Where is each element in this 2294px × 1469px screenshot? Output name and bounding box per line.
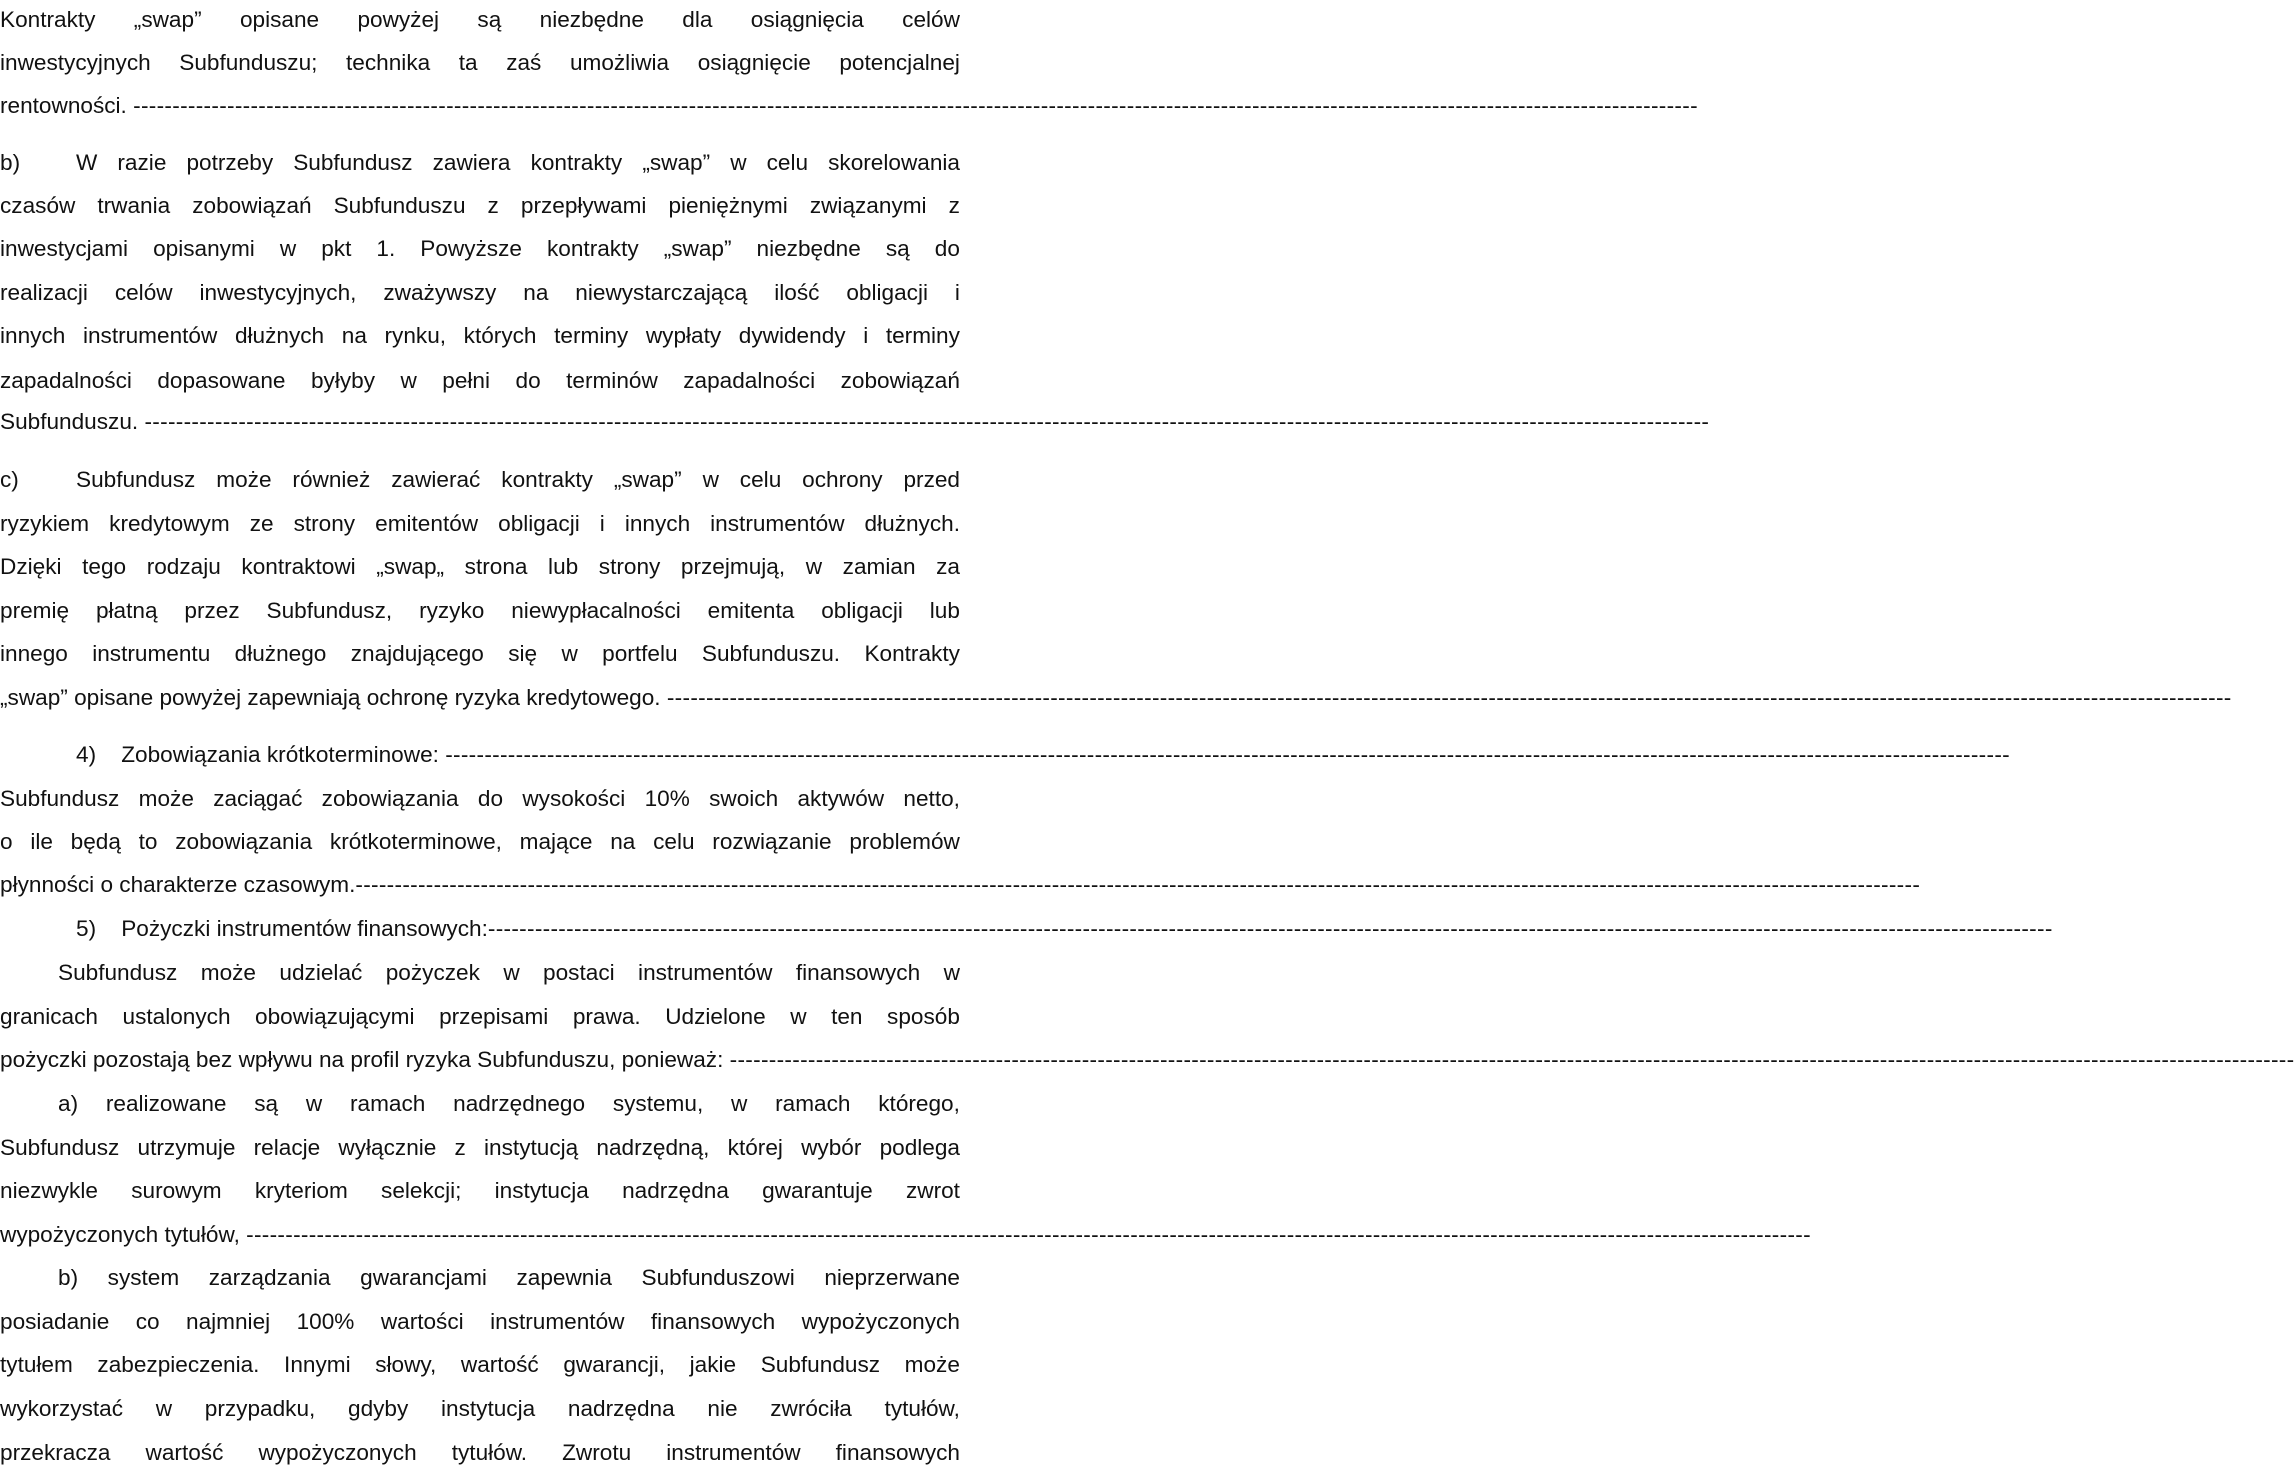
word: wykorzystać	[0, 1396, 124, 1421]
text-line	[0, 1132, 960, 1164]
line-text: 5) Pożyczki instrumentów finansowych:	[76, 916, 488, 941]
word: dłużnych	[234, 323, 325, 348]
word: realizacji	[0, 280, 88, 305]
text-line	[0, 783, 960, 815]
word: Powyższe	[420, 236, 522, 261]
word: w	[400, 368, 417, 393]
word: rynku,	[384, 323, 447, 348]
word: na	[610, 829, 636, 854]
word: inwestycyjnych,	[199, 280, 357, 305]
word: zarządzania	[208, 1265, 331, 1290]
dash-filler: --------------------------------------------------------------------------------------------------------------------------------------------------------------------------------------------------------	[729, 1047, 2294, 1072]
word: której	[727, 1135, 783, 1160]
word: ile	[30, 829, 53, 854]
word: niezbędne	[539, 7, 644, 32]
word: ryzyko	[419, 598, 485, 623]
word: zapadalności	[683, 368, 816, 393]
word: obligacji	[821, 598, 903, 623]
word: terminy	[554, 323, 629, 348]
word: strony	[598, 554, 661, 579]
word: Subfunduszu.	[701, 641, 841, 666]
word: zapadalności	[0, 368, 132, 393]
word: przypadku,	[204, 1396, 316, 1421]
text-line	[0, 464, 960, 496]
word: Subfunduszu;	[179, 50, 318, 75]
word: „swap„	[376, 554, 445, 579]
word: są	[477, 7, 502, 32]
text-line	[0, 595, 960, 627]
word: gdyby	[348, 1396, 409, 1421]
word: potencjalnej	[839, 50, 960, 75]
text-line	[0, 147, 960, 179]
word: nie	[707, 1396, 738, 1421]
word: obowiązującymi	[255, 1004, 415, 1029]
word: instytucja	[441, 1396, 536, 1421]
word: finansowych	[835, 1440, 960, 1465]
word: b)	[0, 150, 21, 175]
word: może	[138, 786, 194, 811]
text-line	[0, 869, 1921, 901]
word: jakie	[689, 1352, 737, 1377]
word: niezwykle	[0, 1178, 98, 1203]
text-line	[0, 1044, 2294, 1076]
word: tytułów,	[884, 1396, 960, 1421]
word: portfelu	[602, 641, 678, 666]
word: wyłącznie	[338, 1135, 437, 1160]
word: płatną	[95, 598, 158, 623]
word: w	[279, 236, 297, 261]
word: zważywszy	[383, 280, 497, 305]
word: są	[885, 236, 910, 261]
word: w	[561, 641, 578, 666]
word: instrumentów	[638, 960, 773, 985]
word: opisane	[239, 7, 320, 32]
word: finansowych	[795, 960, 921, 985]
word: systemu,	[612, 1091, 704, 1116]
line-text: pożyczki pozostają bez wpływu na profil ryzyka Subfunduszu, ponieważ:	[0, 1047, 730, 1072]
text-line	[0, 406, 1710, 438]
line-text: 4) Zobowiązania krótkoterminowe:	[76, 742, 446, 767]
word: osiągnięcie	[697, 50, 811, 75]
word: instytucją	[484, 1135, 579, 1160]
text-line	[0, 1175, 960, 1207]
word: rodzaju	[146, 554, 221, 579]
word: znajdującego	[350, 641, 484, 666]
word: zobowiązań	[840, 368, 960, 393]
word: 100%	[296, 1309, 355, 1334]
word: do	[934, 236, 960, 261]
word: aktywów	[797, 786, 885, 811]
word: lub	[548, 554, 579, 579]
word: ramach	[350, 1091, 426, 1116]
word: kryteriom	[254, 1178, 348, 1203]
text-line	[0, 1088, 960, 1120]
word: może	[200, 960, 256, 985]
word: system	[107, 1265, 180, 1290]
word: gwarancji,	[563, 1352, 666, 1377]
word: postaci	[543, 960, 615, 985]
word: W razie potrzeby Subfundusz zawiera kontrakty „swap” w celu skorelowania	[76, 150, 960, 175]
word: przepływami	[520, 193, 647, 218]
word: powyżej	[357, 7, 440, 32]
dash-filler: --------------------------------------------------------------------------------------------------------------------------------------------------------------------------------------------------------	[445, 742, 2010, 767]
word: przez	[184, 598, 240, 623]
word: nadrzędna	[622, 1178, 729, 1203]
text-line	[0, 365, 960, 397]
word: Zwrotu	[562, 1440, 632, 1465]
word: których	[463, 323, 537, 348]
word: obligacji	[498, 511, 580, 536]
word: zaciągać	[213, 786, 303, 811]
word: Subfundusz	[760, 1352, 881, 1377]
text-line	[0, 1219, 1811, 1251]
word: na	[341, 323, 367, 348]
word: sposób	[887, 1004, 960, 1029]
word: w	[155, 1396, 173, 1421]
text-line	[0, 320, 960, 352]
dash-filler: --------------------------------------------------------------------------------------------------------------------------------------------------------------------------------------------------------	[355, 872, 1921, 897]
word: zobowiązania	[321, 786, 459, 811]
text-line	[0, 508, 960, 540]
word: lub	[929, 598, 960, 623]
word: a)	[58, 1091, 79, 1116]
word: ryzykiem	[0, 511, 90, 536]
word: kontraktowi	[241, 554, 356, 579]
word: pkt	[321, 236, 352, 261]
word: dłużnego	[234, 641, 327, 666]
text-line	[0, 277, 960, 309]
word: dla	[682, 7, 713, 32]
word: premię	[0, 598, 70, 623]
word: zwrot	[905, 1178, 960, 1203]
word: kredytowym	[109, 511, 230, 536]
text-line	[0, 4, 960, 36]
text-line	[0, 1306, 960, 1338]
word: się	[508, 641, 538, 666]
word: nadrzędna	[567, 1396, 675, 1421]
word: tego	[82, 554, 127, 579]
word: umożliwia	[569, 50, 670, 75]
word: Subfundusz	[0, 1135, 120, 1160]
word: surowym	[131, 1178, 222, 1203]
word: celów	[902, 7, 960, 32]
word: udzielać	[279, 960, 363, 985]
word: nadrzędną,	[596, 1135, 710, 1160]
text-line	[0, 90, 1698, 122]
word: terminów	[566, 368, 658, 393]
word: z	[454, 1135, 466, 1160]
word: w	[503, 960, 520, 985]
word: inwestycjami	[0, 236, 129, 261]
text-line	[0, 1349, 960, 1381]
word: selekcji;	[381, 1178, 462, 1203]
word: dłużnych.	[864, 511, 960, 536]
text-line	[0, 826, 960, 858]
word: Dzięki	[0, 554, 62, 579]
word: strony	[293, 511, 356, 536]
word: wartość	[460, 1352, 539, 1377]
word: ustalonych	[122, 1004, 231, 1029]
word: 1.	[376, 236, 396, 261]
text-line	[0, 957, 960, 989]
word: wybór	[801, 1135, 862, 1160]
word: zamian	[842, 554, 916, 579]
word: przejmują,	[680, 554, 786, 579]
word: c)	[0, 467, 19, 492]
word: instrumentów	[490, 1309, 625, 1334]
word: instrumentów	[666, 1440, 801, 1465]
word: pieniężnymi	[668, 193, 788, 218]
line-text: wypożyczonych tytułów,	[0, 1222, 247, 1247]
word: obligacji	[846, 280, 928, 305]
word: innych	[0, 323, 66, 348]
word: Kontrakty	[0, 7, 96, 32]
word: technika	[346, 50, 431, 75]
dash-filler: --------------------------------------------------------------------------------------------------------------------------------------------------------------------------------------------------------	[246, 1222, 1811, 1247]
word: może	[904, 1352, 960, 1377]
word: Subfundusz	[58, 960, 178, 985]
word: Subfunduszu	[333, 193, 466, 218]
line-text: Subfunduszu.	[0, 409, 145, 434]
word: Udzielone	[665, 1004, 766, 1029]
word: wysokości	[522, 786, 626, 811]
word: za	[936, 554, 960, 579]
word: w	[805, 554, 823, 579]
word: i	[863, 323, 869, 348]
word: dopasowane	[157, 368, 286, 393]
word: instrumentu	[92, 641, 211, 666]
text-line	[0, 47, 960, 79]
word: i	[954, 280, 960, 305]
word: 10%	[644, 786, 690, 811]
text-line	[0, 682, 2232, 714]
word: do	[515, 368, 541, 393]
word: emitenta	[707, 598, 795, 623]
word: wartość	[145, 1440, 224, 1465]
word: relacje	[253, 1135, 321, 1160]
word: emitentów	[375, 511, 479, 536]
word: kontrakty	[547, 236, 639, 261]
word: przepisami	[439, 1004, 549, 1029]
word: instytucja	[494, 1178, 589, 1203]
word: Kontrakty	[864, 641, 960, 666]
text-line	[0, 233, 960, 265]
word: ta	[458, 50, 478, 75]
word: gwarancjami	[360, 1265, 487, 1290]
word: i	[599, 511, 605, 536]
text-line	[0, 1437, 960, 1469]
word: zapewnia	[516, 1265, 612, 1290]
word: w	[790, 1004, 807, 1029]
word: przekracza	[0, 1440, 111, 1465]
word: nadrzędnego	[453, 1091, 586, 1116]
word: tytułów.	[451, 1440, 528, 1465]
word: ten	[831, 1004, 863, 1029]
word: z	[487, 193, 499, 218]
word: wypożyczonych	[801, 1309, 960, 1334]
word: tytułem	[0, 1352, 73, 1377]
word: Subfundusz	[0, 786, 120, 811]
word: utrzymuje	[137, 1135, 236, 1160]
text-line	[0, 638, 960, 670]
word: realizowane	[105, 1091, 227, 1116]
word: pożyczek	[385, 960, 480, 985]
text-line	[0, 190, 960, 222]
word: posiadanie	[0, 1309, 110, 1334]
word: swoich	[709, 786, 779, 811]
word: podlega	[879, 1135, 960, 1160]
line-text: płynności o charakterze czasowym.	[0, 872, 356, 897]
text-line	[0, 1262, 960, 1294]
word: związanymi	[809, 193, 927, 218]
word: w	[943, 960, 960, 985]
word: prawa.	[572, 1004, 641, 1029]
word: którego,	[878, 1091, 960, 1116]
text-line	[0, 1393, 960, 1425]
word: zwróciła	[770, 1396, 852, 1421]
word: innych	[624, 511, 691, 536]
word: pełni	[442, 368, 491, 393]
word: Subfundusz może również zawierać kontrakty „swap” w celu ochrony przed	[76, 467, 960, 492]
word: terminy	[885, 323, 960, 348]
word: najmniej	[186, 1309, 271, 1334]
word: co	[135, 1309, 160, 1334]
word: finansowych	[650, 1309, 776, 1334]
word: dywidendy	[738, 323, 846, 348]
line-text: „swap” opisane powyżej zapewniają ochronę ryzyka kredytowego.	[0, 685, 667, 710]
word: trwania	[97, 193, 171, 218]
line-text: rentowności.	[0, 93, 134, 118]
word: rozwiązanie	[712, 829, 832, 854]
word: zabezpieczenia.	[97, 1352, 260, 1377]
word: niezbędne	[756, 236, 861, 261]
dash-filler: --------------------------------------------------------------------------------------------------------------------------------------------------------------------------------------------------------	[487, 916, 2053, 941]
word: zobowiązań	[192, 193, 312, 218]
word: „swap”	[663, 236, 732, 261]
word: osiągnięcia	[750, 7, 864, 32]
dash-filler: --------------------------------------------------------------------------------------------------------------------------------------------------------------------------------------------------------	[666, 685, 2232, 710]
word: ilość	[774, 280, 820, 305]
word: celów	[114, 280, 173, 305]
word: do	[477, 786, 504, 811]
word: strona	[464, 554, 528, 579]
text-line	[0, 551, 960, 583]
word: wypłaty	[645, 323, 722, 348]
word: byłyby	[310, 368, 376, 393]
word: słowy,	[375, 1352, 437, 1377]
word: ze	[249, 511, 274, 536]
word: o	[0, 829, 13, 854]
text-line	[0, 739, 2010, 771]
dash-filler: --------------------------------------------------------------------------------------------------------------------------------------------------------------------------------------------------------	[144, 409, 1710, 434]
word: „swap”	[133, 7, 202, 32]
word: zobowiązania	[175, 829, 313, 854]
word: w	[305, 1091, 323, 1116]
word: krótkoterminowe,	[329, 829, 502, 854]
word: ramach	[775, 1091, 851, 1116]
word: w	[731, 1091, 748, 1116]
word: instrumentów	[710, 511, 845, 536]
word: z	[948, 193, 960, 218]
word: Innymi	[284, 1352, 351, 1377]
word: czasów	[0, 193, 76, 218]
word: na	[523, 280, 549, 305]
word: wartości	[380, 1309, 464, 1334]
text-line	[0, 1001, 960, 1033]
word: mające	[519, 829, 593, 854]
word: b)	[58, 1265, 79, 1290]
word: wypożyczonych	[258, 1440, 417, 1465]
word: będą	[70, 829, 121, 854]
word: Subfunduszowi	[641, 1265, 795, 1290]
word: inwestycyjnych	[0, 50, 151, 75]
word: opisanymi	[153, 236, 255, 261]
word: nieprzerwane	[824, 1265, 960, 1290]
word: to	[138, 829, 158, 854]
word: granicach	[0, 1004, 98, 1029]
word: Subfundusz,	[266, 598, 393, 623]
word: gwarantuje	[762, 1178, 873, 1203]
word: są	[254, 1091, 279, 1116]
text-line	[0, 913, 2053, 945]
dash-filler: --------------------------------------------------------------------------------------------------------------------------------------------------------------------------------------------------------	[133, 93, 1698, 118]
word: zaś	[506, 50, 542, 75]
word: innego	[0, 641, 68, 666]
word: celu	[653, 829, 695, 854]
word: niewypłacalności	[511, 598, 681, 623]
word: netto,	[903, 786, 960, 811]
word: niewystarczającą	[575, 280, 748, 305]
word: instrumentów	[82, 323, 218, 348]
word: problemów	[849, 829, 960, 854]
